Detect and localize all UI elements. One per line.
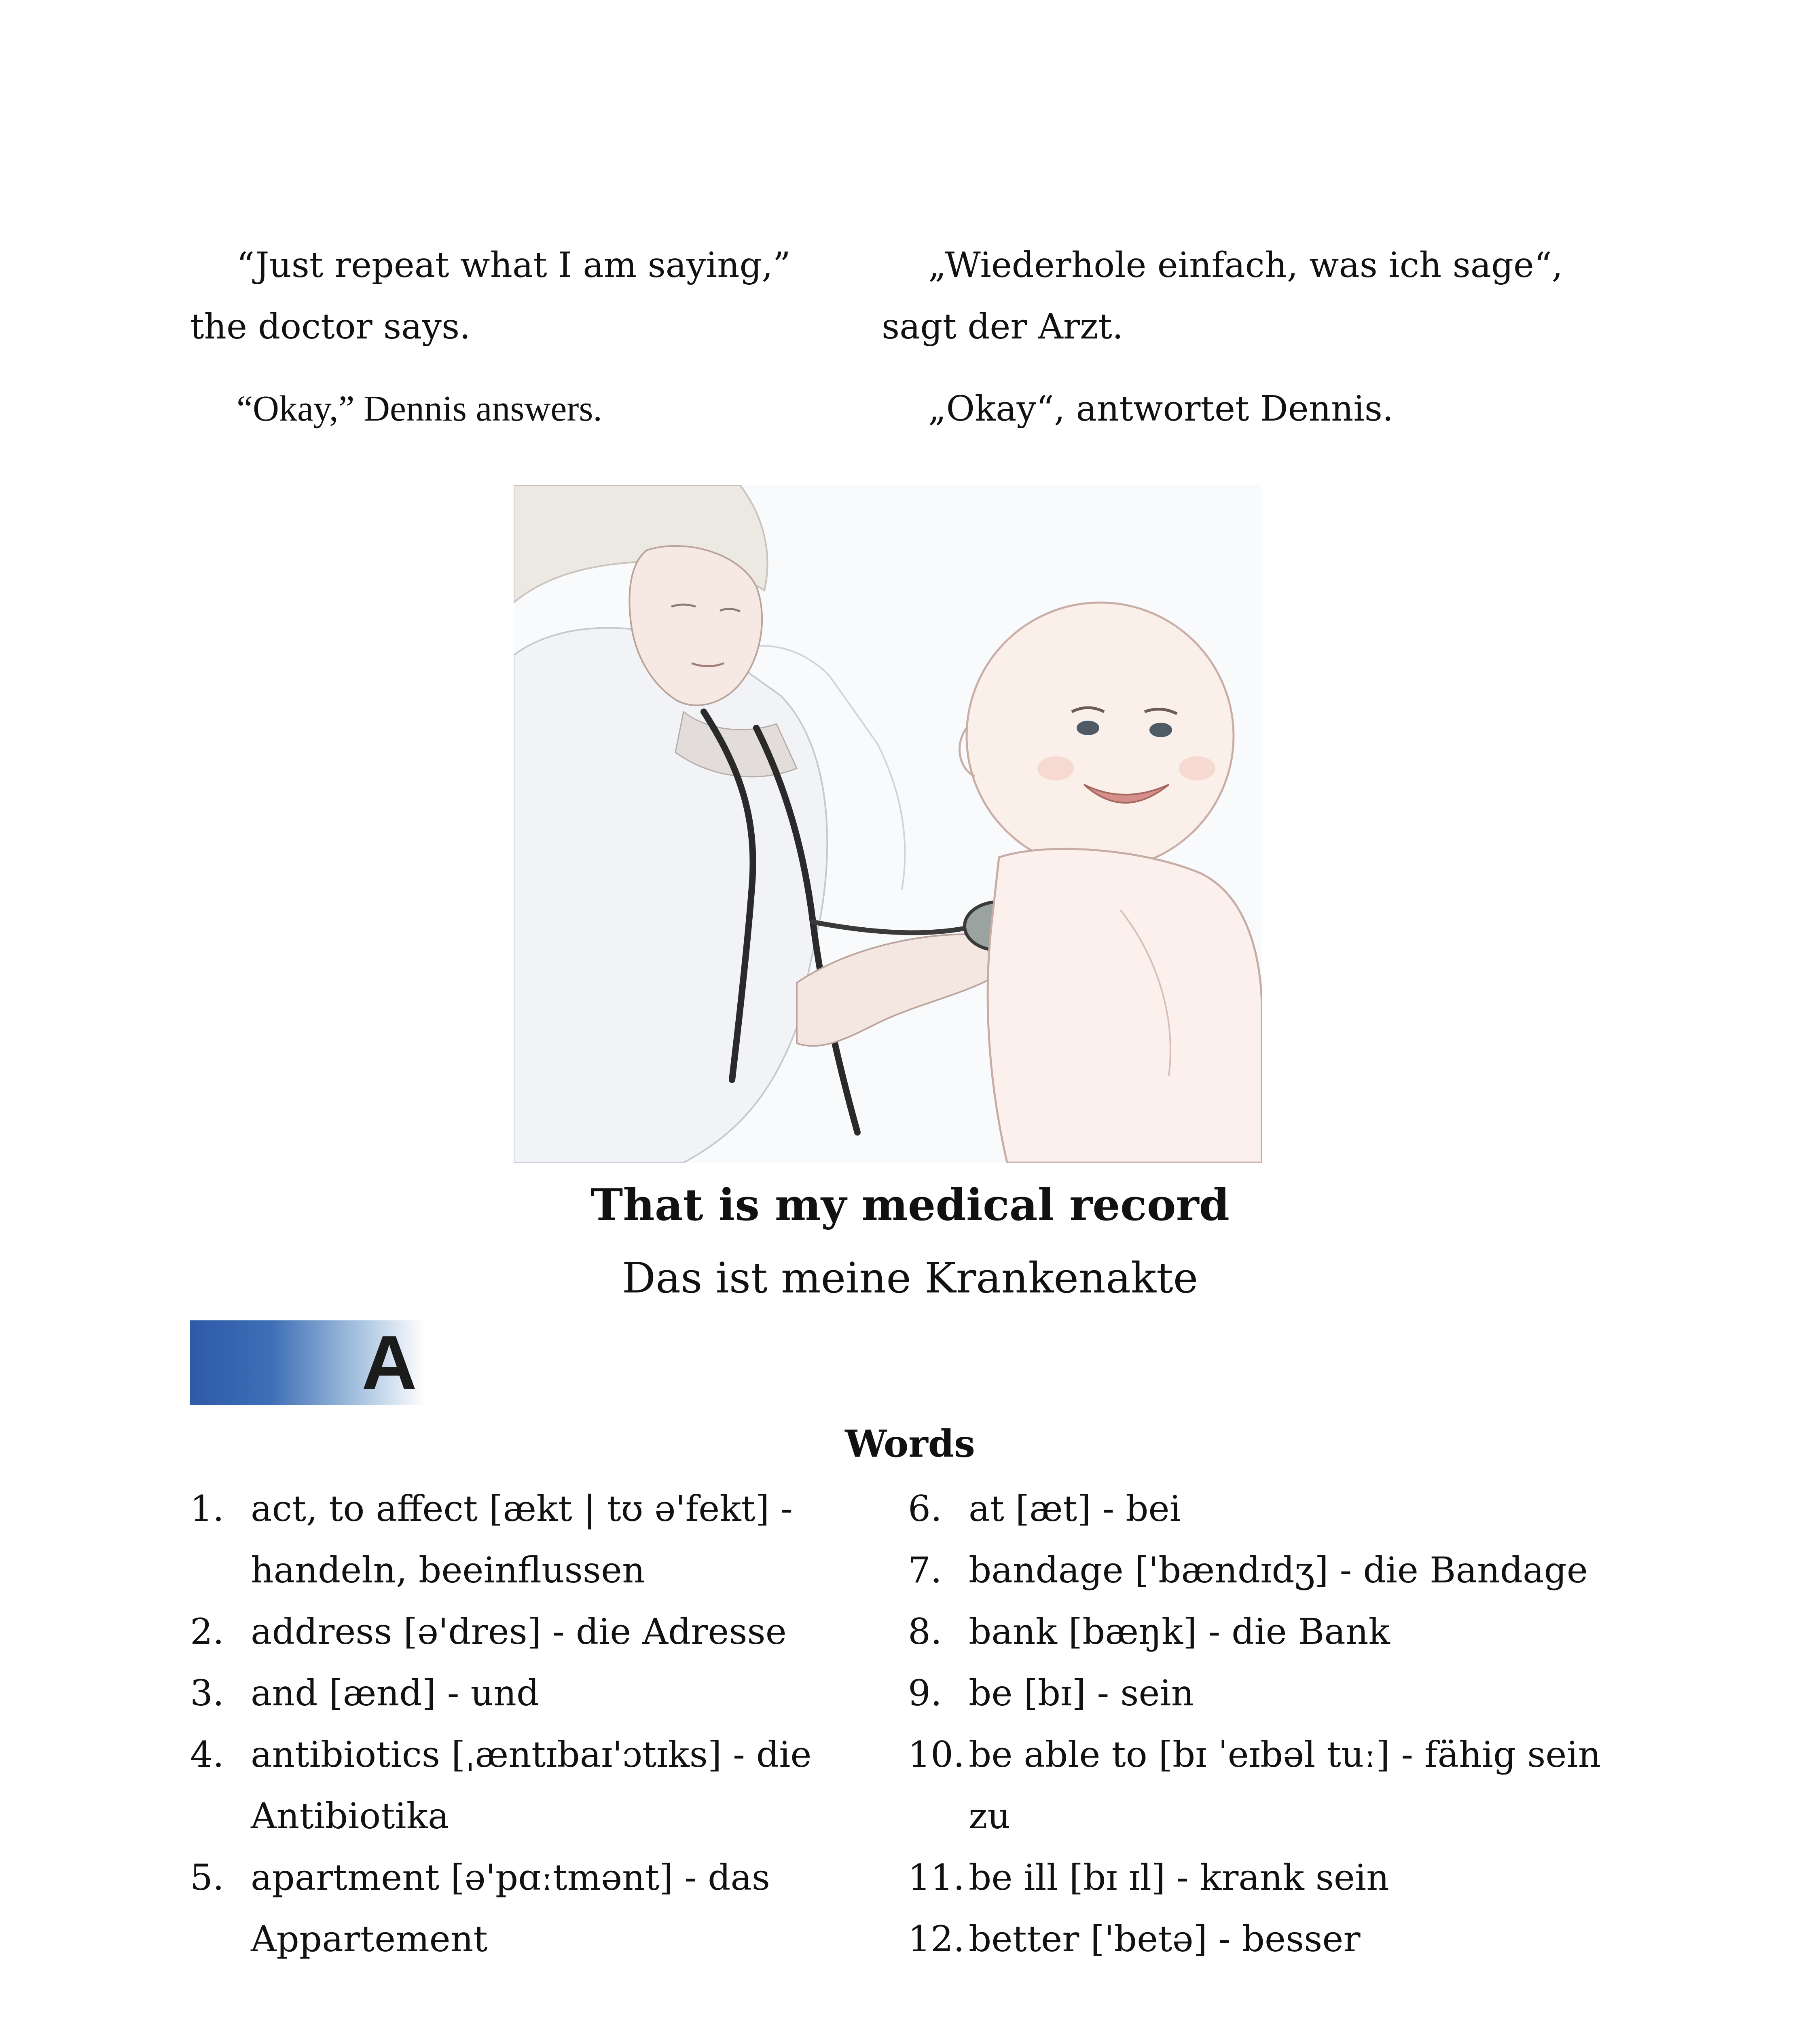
list-item <box>908 1601 1636 1662</box>
list-item-text: bandage ['bændɪdʒ] - die Bandage <box>969 1549 1588 1591</box>
section-banner <box>190 1320 425 1405</box>
list-item-text: apartment [ə'pɑːtmənt] - das Appartement <box>251 1857 770 1960</box>
list-item-number: 12. <box>908 1918 965 1960</box>
dialog-german-2 <box>882 378 1610 440</box>
list-item-text: antibiotics [ˌæntɪbaɪ'ɔtɪks] - die Antibiotika <box>251 1734 812 1837</box>
list-item-text: at [æt] - bei <box>969 1488 1181 1529</box>
list-item <box>908 1662 1636 1724</box>
list-item-text: bank [bæŋk] - die Bank <box>969 1611 1390 1652</box>
list-item <box>190 1662 857 1724</box>
word-list-left <box>190 1478 857 1970</box>
list-item-number: 5. <box>190 1857 224 1898</box>
list-item-text: act, to affect [ækt | tʊ ə'fekt] - handeln, beeinflussen <box>251 1488 793 1591</box>
list-item <box>908 1847 1636 1908</box>
dialog-english-2 <box>190 378 857 440</box>
list-item-number: 11. <box>908 1857 965 1898</box>
list-item-number: 1. <box>190 1488 224 1529</box>
list-item-text: be ill [bɪ ɪl] - krank sein <box>969 1857 1389 1898</box>
list-item <box>190 1478 857 1601</box>
list-item <box>190 1724 857 1847</box>
list-item-number: 2. <box>190 1611 224 1652</box>
words-heading: Words <box>845 1422 975 1466</box>
dialog-english-1 <box>190 235 857 357</box>
list-item-number: 6. <box>908 1488 942 1529</box>
list-item-number: 7. <box>908 1549 942 1591</box>
chapter-subtitle: Das ist meine Krankenakte <box>622 1253 1198 1303</box>
list-item-number: 9. <box>908 1672 942 1714</box>
dialog-german-1-text: „Wiederhole einfach, was ich sage“, sagt der Arzt. <box>882 245 1563 347</box>
list-item-text: be [bɪ] - sein <box>969 1672 1194 1714</box>
list-item <box>908 1540 1636 1601</box>
list-item-number: 8. <box>908 1611 942 1652</box>
list-item <box>190 1847 857 1970</box>
list-item-text: address [ə'dres] - die Adresse <box>251 1611 787 1652</box>
list-item-number: 10. <box>908 1734 965 1775</box>
list-item <box>190 1601 857 1662</box>
section-letter: A <box>361 1320 417 1406</box>
list-item <box>908 1478 1636 1540</box>
list-item-text: be able to [bɪ ˈeɪbəl tuː] - fähig sein zu <box>969 1734 1601 1837</box>
list-item-text: and [ænd] - und <box>251 1672 540 1714</box>
dialog-english-1-text: “Just repeat what I am saying,” the doctor says. <box>190 245 791 347</box>
list-item-text: better ['betə] - besser <box>969 1918 1361 1960</box>
word-list-right <box>908 1478 1636 1970</box>
dialog-english-2-text: “Okay,” Dennis answers. <box>237 389 602 429</box>
list-item <box>908 1724 1636 1847</box>
dialog-german-1 <box>882 235 1610 357</box>
list-item-number: 3. <box>190 1672 224 1714</box>
doctor-examining-baby-icon <box>514 485 1262 1163</box>
dialog-german-2-text: „Okay“, antwortet Dennis. <box>928 389 1394 429</box>
list-item <box>908 1908 1636 1970</box>
chapter-title: That is my medical record <box>590 1180 1230 1231</box>
list-item-number: 4. <box>190 1734 224 1775</box>
